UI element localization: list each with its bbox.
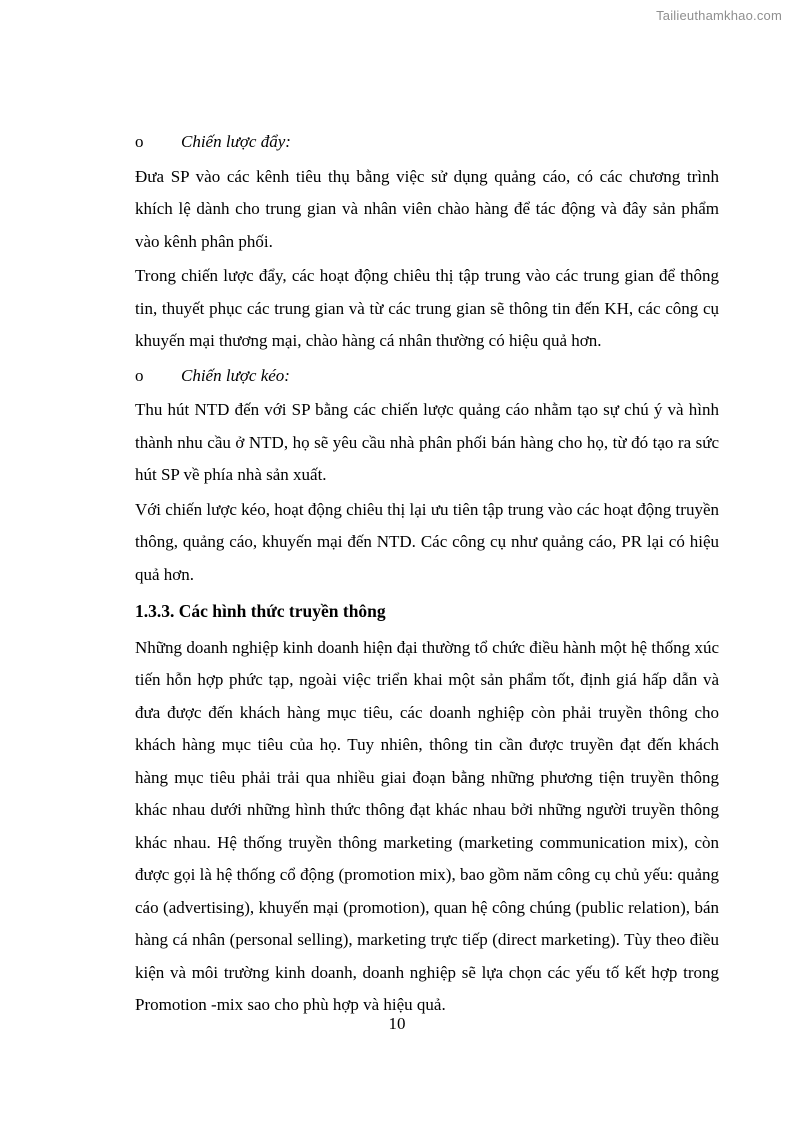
bullet-marker: o [135,132,144,151]
paragraph: Với chiến lược kéo, hoạt động chiêu thị lại ưu tiên tập trung vào các hoạt động truyền thông, quảng cáo, khuyến mại đến NTD. Các công cụ như quảng cáo, PR lại có hiệu quả hơn. [135,499,719,584]
bullet-label: Chiến lược kéo: [181,365,290,385]
page-content [135,126,719,1024]
section-heading: 1.3.3. Các hình thức truyền thông [135,601,386,621]
paragraph: Trong chiến lược đẩy, các hoạt động chiêu thị tập trung vào các trung gian để thông tin, thuyết phục các trung gian và từ các trung gian sẽ thông tin đến KH, các công cụ khuyến mại thương mại, chào hàng cá nhân thường có hiệu quả hơn. [135,266,719,350]
bullet-label: Chiến lược đẩy: [181,132,291,151]
bullet-item-pull-strategy [135,360,719,393]
watermark: Tailieuthamkhao.com [656,8,782,23]
page-number: 10 [388,1014,406,1033]
bullet-marker: o [135,365,144,385]
paragraph: Những doanh nghiệp kinh doanh hiện đại thường tổ chức điều hành một hệ thống xúc tiến hỗn hợp phức tạp, ngoài việc triển khai một sản phẩm tốt, định giá hấp dẫn và đưa được đến khách hàng mục tiêu, các doanh nghiệp còn phải truyền thông cho khách hàng mục tiêu của họ. Tuy nhiên, thông tin cần được truyền đạt đến khách hàng mục tiêu phải trải qua nhiều giai đoạn bằng những phương tiện truyền thông khác nhau dưới những hình thức thông đạt khác nhau bởi những người truyền thông khác nhau. Hệ thống truyền thông marketing (marketing communication mix), còn được gọi là hệ thống cổ động (promotion mix), bao gồm năm công cụ chủ yếu: quảng cáo (advertising), khuyến mại (promotion), quan hệ công chúng (public relation), bán hàng cá nhân (personal selling), marketing trực tiếp (direct marketing). Tùy theo điều kiện và môi trường kinh doanh, doanh nghiệp sẽ lựa chọn các yếu tố kết hợp trong Promotion -mix sao cho phù hợp và hiệu quả. [135,637,719,1014]
paragraph: Đưa SP vào các kênh tiêu thụ bằng việc sử dụng quảng cáo, có các chương trình khích lệ dành cho trung gian và nhân viên chào hàng để tác động và đây sản phẩm vào kênh phân phối. [135,166,719,251]
bullet-item-push-strategy [135,126,719,159]
paragraph: Thu hút NTD đến với SP bằng các chiến lược quảng cáo nhằm tạo sự chú ý và hình thành nhu cầu ở NTD, họ sẽ yêu cầu nhà phân phối bán hàng cho họ, từ đó tạo ra sức hút SP về phía nhà sản xuất. [135,400,719,484]
